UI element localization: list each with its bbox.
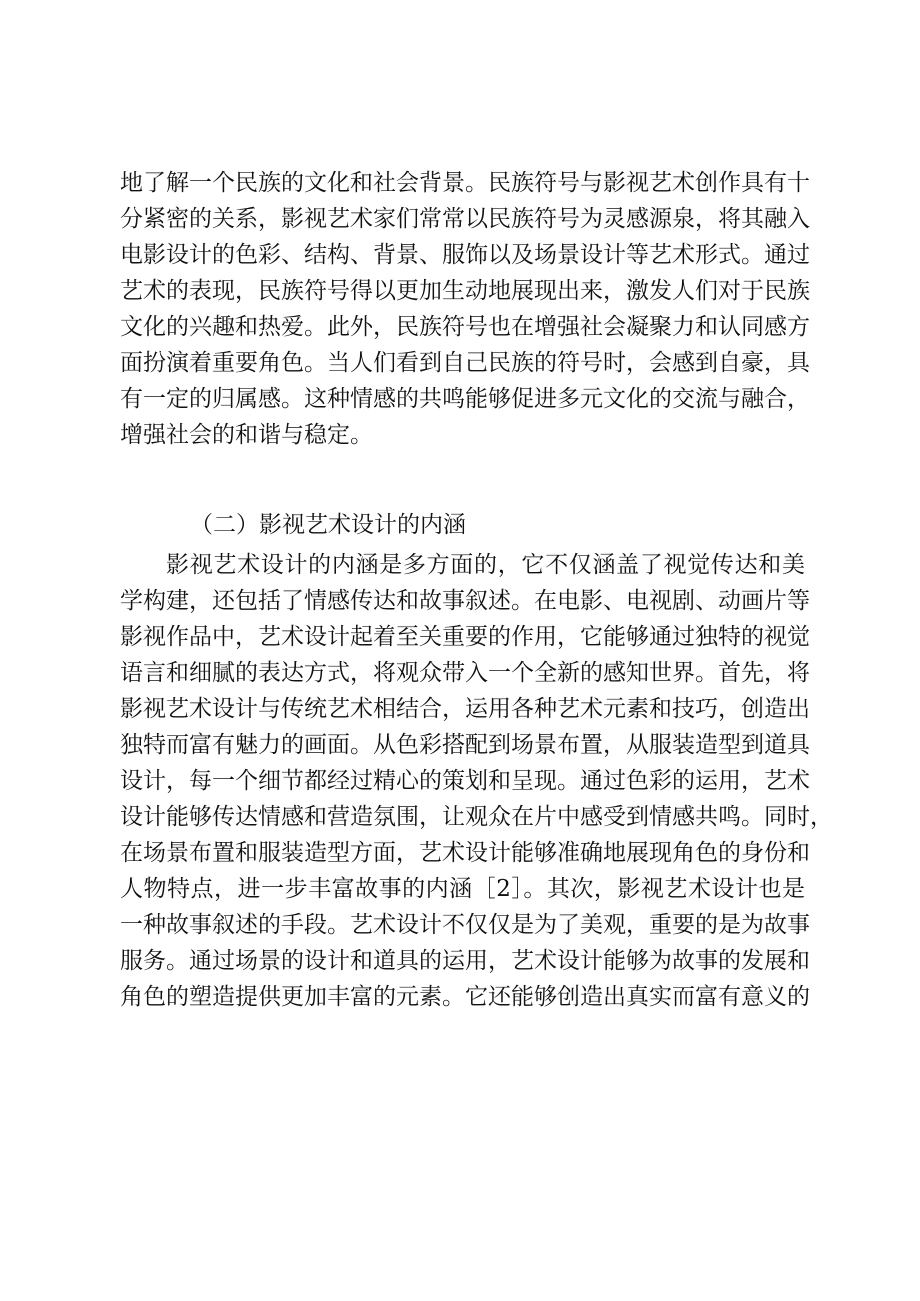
text-line: 一种故事叙述的手段。艺术设计不仅仅是为了美观，重要的是为故事 [120, 912, 810, 938]
paragraph-national-symbols [120, 165, 810, 453]
text-line: 文化的兴趣和热爱。此外，民族符号也在增强社会凝聚力和认同感方 [120, 314, 810, 340]
text-line: 分紧密的关系，影视艺术家们常常以民族符号为灵感源泉，将其融入 [120, 206, 810, 232]
text-line: 学构建，还包括了情感传达和故事叙述。在电影、电视剧、动画片等 [120, 588, 810, 614]
text-line: 角色的塑造提供更加丰富的元素。它还能够创造出真实而富有意义的 [120, 984, 810, 1010]
text-line: 地了解一个民族的文化和社会背景。民族符号与影视艺术创作具有十 [120, 170, 810, 196]
text-line: 在场景布置和服装造型方面，艺术设计能够准确地展现角色的身份和 [120, 840, 810, 866]
text-line: 电影设计的色彩、结构、背景、服饰以及场景设计等艺术形式。通过 [120, 242, 810, 268]
text-line: 服务。通过场景的设计和道具的运用，艺术设计能够为故事的发展和 [120, 948, 810, 974]
text-line: 设计能够传达情感和营造氛围，让观众在片中感受到情感共鸣。同时， [120, 804, 833, 830]
text-line: 影视艺术设计与传统艺术相结合，运用各种艺术元素和技巧，创造出 [120, 696, 810, 722]
text-line: 增强社会的和谐与稳定。 [120, 422, 373, 448]
paragraph-design-connotation [120, 547, 833, 1015]
text-line: 语言和细腻的表达方式，将观众带入一个全新的感知世界。首先，将 [120, 660, 810, 686]
text-line: 有一定的归属感。这种情感的共鸣能够促进多元文化的交流与融合， [120, 386, 810, 412]
text-line: 设计，每一个细节都经过精心的策划和呈现。通过色彩的运用，艺术 [120, 768, 810, 794]
text-line: 面扮演着重要角色。当人们看到自己民族的符号时，会感到自豪，具 [120, 350, 810, 376]
text-line-indented: 影视艺术设计的内涵是多方面的，它不仅涵盖了视觉传达和美 [166, 552, 805, 578]
text-line: 独特而富有魅力的画面。从色彩搭配到场景布置，从服装造型到道具 [120, 732, 810, 758]
section-heading: （二）影视艺术设计的内涵 [190, 512, 466, 538]
text-line: 艺术的表现，民族符号得以更加生动地展现出来，激发人们对于民族 [120, 278, 810, 304]
text-line: 人物特点，进一步丰富故事的内涵［2］。其次，影视艺术设计也是 [120, 876, 805, 902]
text-line: 影视作品中，艺术设计起着至关重要的作用，它能够通过独特的视觉 [120, 624, 810, 650]
